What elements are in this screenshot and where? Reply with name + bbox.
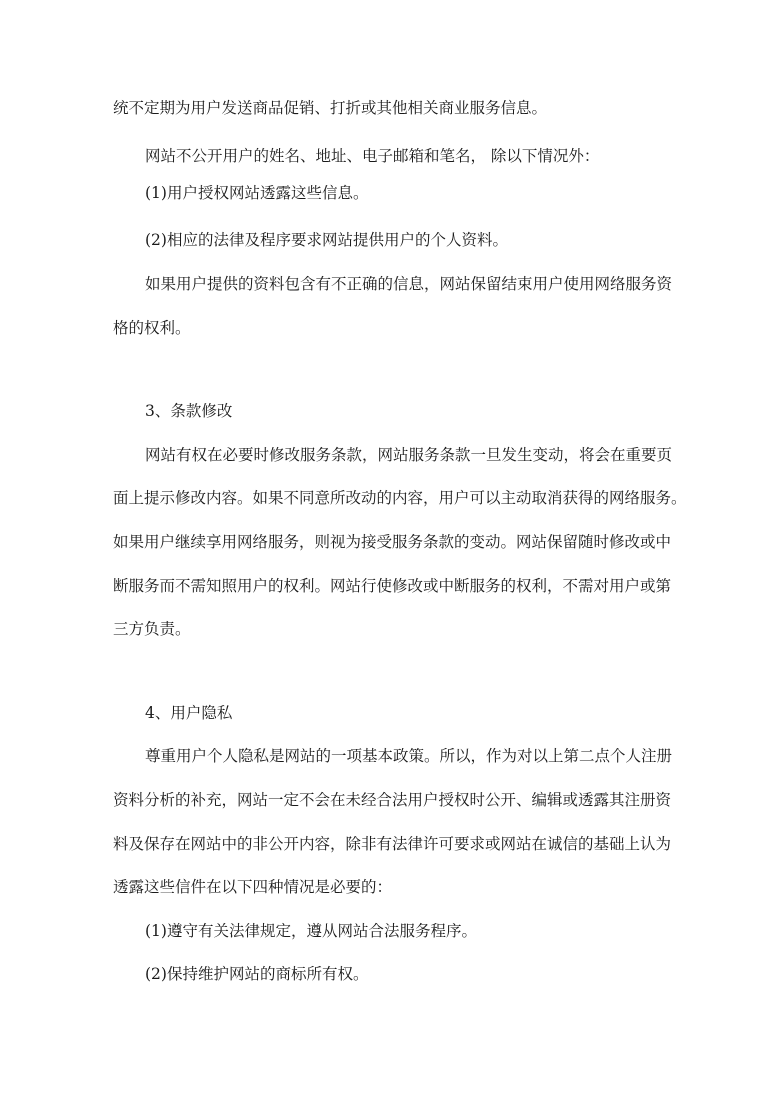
list-item: (2)保持维护网站的商标所有权。 <box>145 965 369 983</box>
text-line: 断服务而不需知照用户的权利。网站行使修改或中断服务的权利，不需对用户或第 <box>113 577 672 595</box>
list-item: (1)遵守有关法律规定，遵从网站合法服务程序。 <box>145 922 477 940</box>
text-line: 面上提示修改内容。如果不同意所改动的内容，用户可以主动取消获得的网络服务。 <box>113 489 687 507</box>
text-line: 网站不公开用户的姓名、地址、电子邮箱和笔名， 除以下情况外： <box>145 147 600 165</box>
text-line: 统不定期为用户发送商品促销、打折或其他相关商业服务信息。 <box>113 99 548 117</box>
text-line: 三方负责。 <box>113 620 191 638</box>
list-item: (2)相应的法律及程序要求网站提供用户的个人资料。 <box>145 231 508 249</box>
text-line: 格的权利。 <box>113 319 191 337</box>
section-heading: 4、用户隐私 <box>145 704 233 722</box>
text-line: 尊重用户个人隐私是网站的一项基本政策。所以，作为对以上第二点个人注册 <box>145 747 673 765</box>
text-line: 资料分析的补充，网站一定不会在未经合法用户授权时公开、编辑或透露其注册资 <box>113 791 672 809</box>
section-heading: 3、条款修改 <box>145 402 233 420</box>
text-line: 如果用户继续享用网络服务，则视为接受服务条款的变动。网站保留随时修改或中 <box>113 533 672 551</box>
text-line: 如果用户提供的资料包含有不正确的信息，网站保留结束用户使用网络服务资 <box>145 275 673 293</box>
text-line: 料及保存在网站中的非公开内容，除非有法律许可要求或网站在诚信的基础上认为 <box>113 835 672 853</box>
text-line: 透露这些信件在以下四种情况是必要的： <box>113 878 393 896</box>
text-line: 网站有权在必要时修改服务条款，网站服务条款一旦发生变动，将会在重要页 <box>145 446 673 464</box>
list-item: (1)用户授权网站透露这些信息。 <box>145 184 369 202</box>
